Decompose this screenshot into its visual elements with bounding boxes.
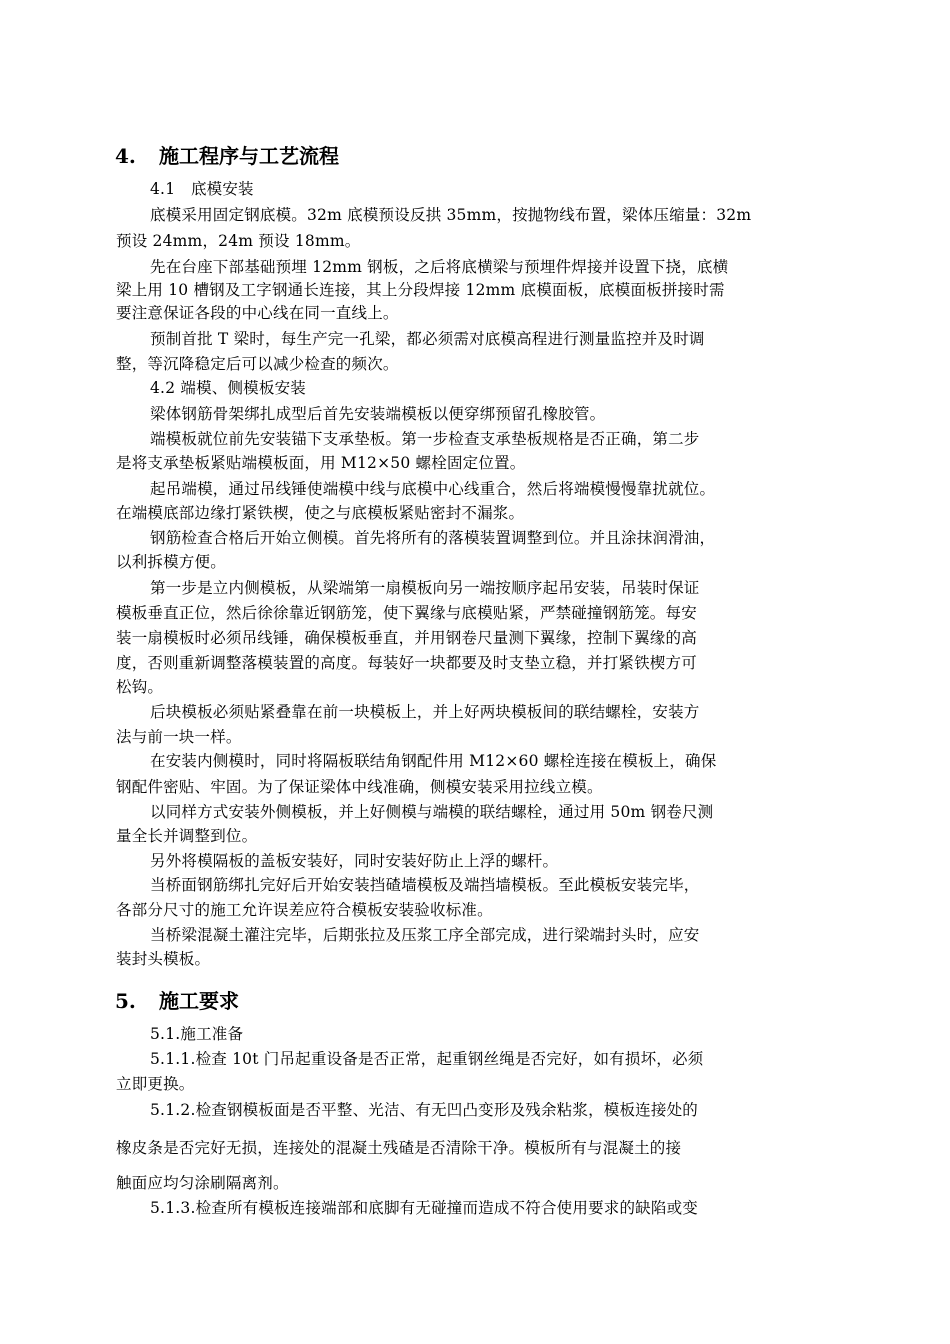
section-title: 施工要求 — [159, 989, 239, 1013]
paragraph-line: 在安装内侧模时，同时将隔板联结角钢配件用 M12×60 螺栓连接在模板上，确保 — [150, 752, 717, 770]
subsection-heading: 4.1 底模安装 — [150, 180, 254, 198]
section-title: 施工程序与工艺流程 — [159, 144, 339, 168]
paragraph-line: 梁上用 10 槽钢及工字钢通长连接，其上分段焊接 12mm 底模面板，底模面板拼接时需 — [116, 281, 725, 299]
section-heading — [115, 140, 339, 169]
paragraph-line: 整，等沉降稳定后可以减少检查的频次。 — [116, 355, 399, 373]
paragraph-line: 钢配件密贴、牢固。为了保证梁体中线准确，侧模安装采用拉线立模。 — [116, 778, 603, 796]
paragraph-line: 梁体钢筋骨架绑扎成型后首先安装端模板以便穿绑预留孔橡胶管。 — [150, 405, 606, 423]
paragraph-line: 橡皮条是否完好无损，连接处的混凝土残碴是否清除干净。模板所有与混凝土的接 — [116, 1139, 682, 1157]
section-number: 5. — [115, 989, 136, 1013]
section-heading — [115, 985, 239, 1014]
paragraph-line: 当桥面钢筋绑扎完好后开始安装挡碴墙模板及端挡墙模板。至此模板安装完毕， — [150, 876, 700, 894]
paragraph-line: 底模采用固定钢底模。32m 底模预设反拱 35mm，按抛物线布置，梁体压缩量：32m — [150, 206, 752, 224]
paragraph-line: 端模板就位前先安装锚下支承垫板。第一步检查支承垫板规格是否正确，第二步 — [150, 430, 700, 448]
paragraph-line: 5.1.3.检查所有模板连接端部和底脚有无碰撞而造成不符合使用要求的缺陷或变 — [150, 1199, 698, 1217]
paragraph-line: 立即更换。 — [116, 1075, 195, 1093]
paragraph-line: 5.1.1.检查 10t 门吊起重设备是否正常，起重钢丝绳是否完好，如有损坏，必须 — [150, 1050, 704, 1068]
paragraph-line: 各部分尺寸的施工允许误差应符合模板安装验收标准。 — [116, 901, 493, 919]
paragraph-line: 装一扇模板时必须吊线锤，确保模板垂直，并用钢卷尺量测下翼缘，控制下翼缘的高 — [116, 629, 697, 647]
paragraph-line: 另外将模隔板的盖板安装好，同时安装好防止上浮的螺杆。 — [150, 852, 559, 870]
paragraph-line: 5.1.2.检查钢模板面是否平整、光洁、有无凹凸变形及残余粘浆，模板连接处的 — [150, 1101, 698, 1119]
paragraph-line: 第一步是立内侧模板，从梁端第一扇模板向另一端按顺序起吊安装，吊装时保证 — [150, 579, 700, 597]
paragraph-line: 起吊端模，通过吊线锤使端模中线与底模中心线重合，然后将端模慢慢靠扰就位。 — [150, 480, 716, 498]
paragraph-line: 预制首批 T 梁时，每生产完一孔梁，都必须需对底模高程进行测量监控并及时调 — [150, 330, 705, 348]
paragraph-line: 要注意保证各段的中心线在同一直线上。 — [116, 304, 399, 322]
paragraph-line: 钢筋检查合格后开始立侧模。首先将所有的落模装置调整到位。并且涂抹润滑油， — [150, 529, 716, 547]
paragraph-line: 松钩。 — [116, 678, 164, 696]
paragraph-line: 装封头模板。 — [116, 950, 211, 968]
paragraph-line: 触面应均匀涂刷隔离剂。 — [116, 1174, 289, 1192]
section-number: 4. — [115, 144, 136, 168]
subsection-heading: 5.1.施工准备 — [150, 1025, 244, 1043]
paragraph-line: 以利拆模方便。 — [116, 553, 226, 571]
paragraph-line: 度，否则重新调整落模装置的高度。每装好一块都要及时支垫立稳，并打紧铁楔方可 — [116, 654, 697, 672]
paragraph-line: 当桥梁混凝土灌注完毕，后期张拉及压浆工序全部完成，进行梁端封头时，应安 — [150, 926, 700, 944]
subsection-heading: 4.2 端模、侧模板安装 — [150, 379, 306, 397]
paragraph-line: 后块模板必须贴紧叠靠在前一块模板上，并上好两块模板间的联结螺栓，安装方 — [150, 703, 700, 721]
paragraph-line: 以同样方式安装外侧模板，并上好侧模与端模的联结螺栓，通过用 50m 钢卷尺测 — [150, 803, 714, 821]
paragraph-line: 预设 24mm，24m 预设 18mm。 — [116, 232, 361, 250]
paragraph-line: 法与前一块一样。 — [116, 728, 242, 746]
paragraph-line: 是将支承垫板紧贴端模板面，用 M12×50 螺栓固定位置。 — [116, 454, 526, 472]
paragraph-line: 在端模底部边缘打紧铁楔，使之与底模板紧贴密封不漏浆。 — [116, 504, 525, 522]
paragraph-line: 模板垂直正位，然后徐徐靠近钢筋笼，使下翼缘与底模贴紧，严禁碰撞钢筋笼。每安 — [116, 604, 697, 622]
paragraph-line: 量全长并调整到位。 — [116, 827, 258, 845]
paragraph-line: 先在台座下部基础预埋 12mm 钢板，之后将底横梁与预埋件焊接并设置下挠，底横 — [150, 258, 729, 276]
